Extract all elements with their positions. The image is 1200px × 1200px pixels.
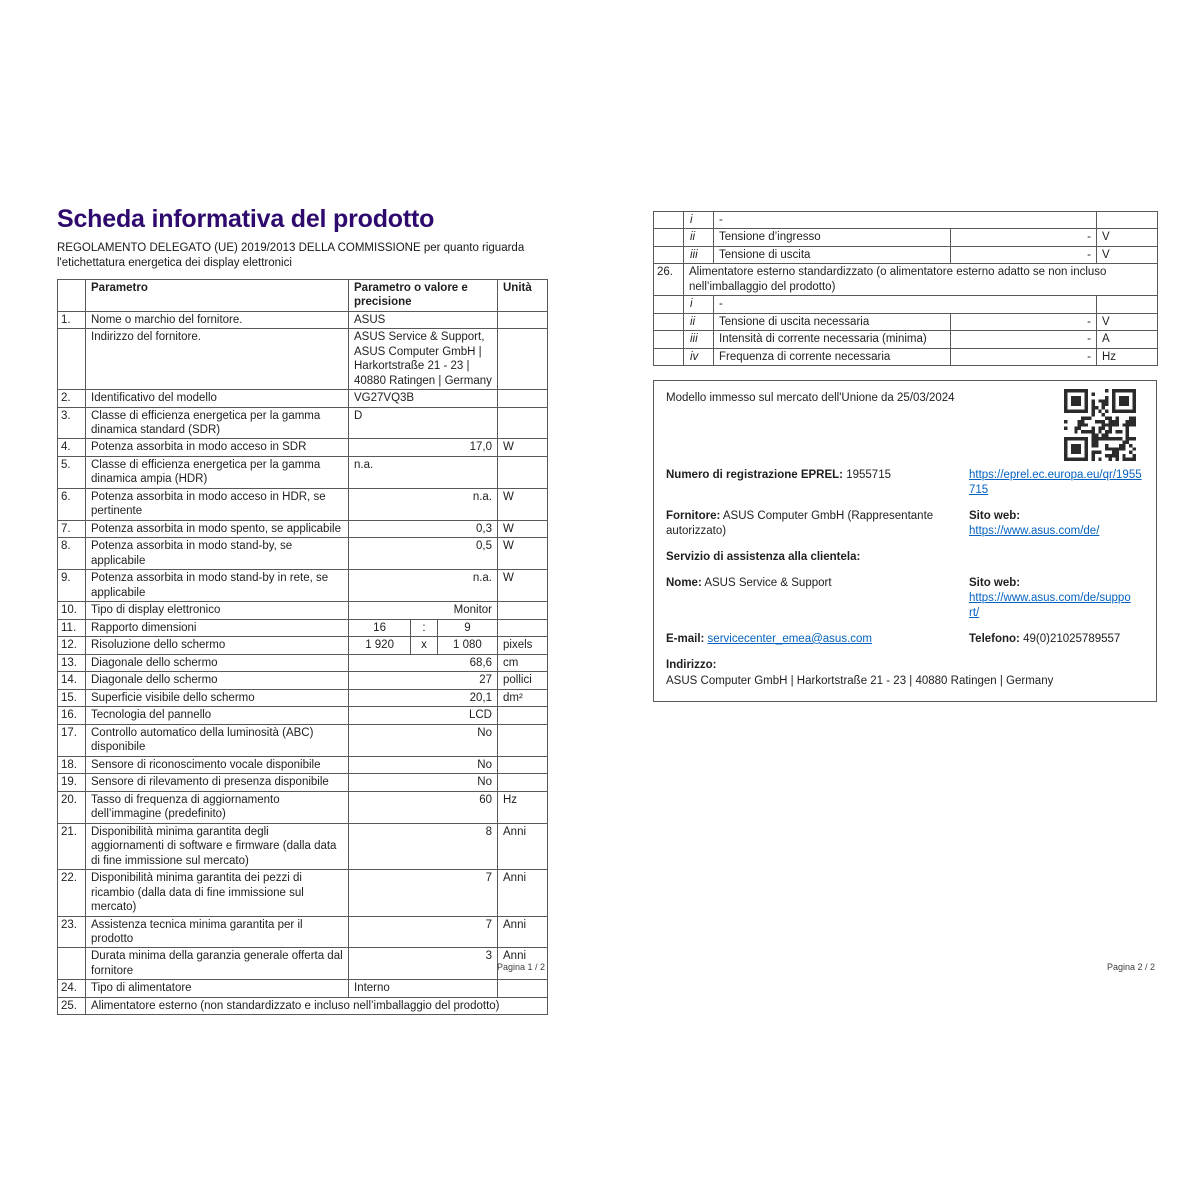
table-row (58, 756, 548, 773)
row-number: 22. (58, 870, 86, 916)
row-value: VG27VQ3B (349, 390, 498, 407)
row-number: 13. (58, 654, 86, 671)
market-date-line: Modello immesso sul mercato dell'Unione da 25/03/2024 (666, 392, 955, 405)
split-value-2: 1 080 (453, 639, 482, 652)
row-roman-numeral: i (684, 212, 714, 229)
row-unit: Anni (498, 870, 548, 916)
row-number: 24. (58, 980, 86, 997)
row-roman-numeral: iii (684, 331, 714, 348)
table-row (58, 948, 548, 980)
sito-web-label: Sito web: (969, 510, 1021, 523)
row-parameter: Tasso di frequenza di aggiornamento dell’immagine (predefinito) (86, 791, 349, 823)
row-unit: W (498, 570, 548, 602)
eprel-number: 1955715 (846, 469, 891, 482)
row-unit: V (1097, 313, 1158, 330)
table-row (58, 570, 548, 602)
table-row (58, 390, 548, 407)
email-label: E-mail: (666, 632, 705, 645)
row-number: 26. (654, 264, 684, 296)
row-number: 14. (58, 672, 86, 689)
table-row (58, 456, 548, 488)
row-parameter-span: Alimentatore esterno (non standardizzato e incluso nell’imballaggio del prodotto) (86, 997, 548, 1014)
row-number: 15. (58, 689, 86, 706)
row-unit: V (1097, 229, 1158, 246)
header-valore: Parametro o valore e precisione (349, 279, 498, 311)
table-row (654, 212, 1158, 229)
page-1 (57, 205, 547, 1012)
row-value: 27 (349, 672, 498, 689)
row-roman-numeral: ii (684, 313, 714, 330)
row-value: No (349, 756, 498, 773)
row-value: No (349, 724, 498, 756)
row-value: - (951, 229, 1097, 246)
row-parameter: Risoluzione dello schermo (86, 637, 349, 654)
table-row (58, 672, 548, 689)
row-parameter: Classe di efficienza energetica per la gamma dinamica standard (SDR) (86, 407, 349, 439)
nome-label: Nome: (666, 576, 702, 589)
row-unit: Hz (1097, 348, 1158, 365)
row-number: 19. (58, 774, 86, 791)
row-parameter: Potenza assorbita in modo acceso in HDR, se pertinente (86, 488, 349, 520)
fornitore-row (666, 509, 1144, 539)
row-value: - (951, 313, 1097, 330)
row-parameter: Nome o marchio del fornitore. (86, 311, 349, 328)
table-row (58, 619, 548, 636)
page2-footer: Pagina 2 / 2 (1106, 962, 1155, 972)
row-value: 68,6 (349, 654, 498, 671)
row-unit: cm (498, 654, 548, 671)
row-value: n.a. (349, 488, 498, 520)
telefono-cell (969, 632, 1144, 647)
row-parameter: Disponibilità minima garantita dei pezzi di ricambio (dalla data di fine immissione sul mercato) (86, 870, 349, 916)
row-value: 3 (349, 948, 498, 980)
row-roman-numeral: iii (684, 246, 714, 263)
row-value: 0,3 (349, 520, 498, 537)
row-unit (498, 311, 548, 328)
product-parameters-table (57, 279, 548, 1016)
row-number (654, 229, 684, 246)
row-unit: dm² (498, 689, 548, 706)
split-value-1: x (411, 637, 438, 653)
row-number: 7. (58, 520, 86, 537)
row-parameter: Tecnologia del pannello (86, 707, 349, 724)
row-number: 2. (58, 390, 86, 407)
table-row (58, 329, 548, 390)
row-parameter-span: Alimentatore esterno standardizzato (o alimentatore esterno adatto se non incluso nell’imballaggio del prodotto) (684, 264, 1158, 296)
row-number (654, 348, 684, 365)
asus-website-link[interactable]: https://www.asus.com/de/ (969, 525, 1100, 538)
row-value: 0,5 (349, 538, 498, 570)
table-row (654, 331, 1158, 348)
row-number: 1. (58, 311, 86, 328)
table-row (58, 724, 548, 756)
row-number: 23. (58, 916, 86, 948)
split-value-0: 1 920 (349, 637, 411, 653)
table-row (58, 823, 548, 869)
row-parameter: Potenza assorbita in modo spento, se applicabile (86, 520, 349, 537)
header-num-cell (58, 279, 86, 311)
row-number (654, 246, 684, 263)
row-number: 5. (58, 456, 86, 488)
fornitore-cell (666, 509, 961, 539)
page2-table-body (654, 212, 1158, 366)
row-unit (1097, 296, 1158, 313)
table-row (58, 538, 548, 570)
row-value: 8 (349, 823, 498, 869)
table-row (58, 311, 548, 328)
row-value: ASUS Service & Support, ASUS Computer GmbH | Harkortstraße 21 - 23 | 40880 Ratingen | Germany (349, 329, 498, 390)
row-unit: W (498, 488, 548, 520)
row-unit (1097, 212, 1158, 229)
row-unit (498, 756, 548, 773)
row-number: 17. (58, 724, 86, 756)
row-parameter: Intensità di corrente necessaria (minima) (714, 331, 951, 348)
row-unit: W (498, 439, 548, 456)
eprel-registration (666, 468, 961, 483)
row-number: 12. (58, 637, 86, 654)
row-unit (498, 329, 548, 390)
fornitore-value: ASUS Computer GmbH (Rappresentante autorizzato) (666, 510, 934, 538)
row-parameter: Indirizzo del fornitore. (86, 329, 349, 390)
row-parameter: Sensore di riconoscimento vocale disponibile (86, 756, 349, 773)
page-title: Scheda informativa del prodotto (57, 205, 435, 233)
telefono-label: Telefono: (969, 632, 1020, 645)
row-parameter: Potenza assorbita in modo stand-by, se applicabile (86, 538, 349, 570)
table-row (58, 439, 548, 456)
row-parameter-merged: - (714, 212, 1097, 229)
row-unit: W (498, 520, 548, 537)
sito-web-cell (969, 509, 1144, 539)
table-row (654, 246, 1158, 263)
split-value-0: 16 (349, 620, 411, 636)
row-number: 6. (58, 488, 86, 520)
table-row (58, 916, 548, 948)
table-row (58, 997, 548, 1014)
table-row (58, 707, 548, 724)
table-row (58, 407, 548, 439)
row-unit: W (498, 538, 548, 570)
row-value: 20,1 (349, 689, 498, 706)
table-row (58, 774, 548, 791)
row-value-split (349, 637, 498, 654)
row-parameter: Potenza assorbita in modo stand-by in rete, se applicabile (86, 570, 349, 602)
row-number: 3. (58, 407, 86, 439)
row-value: LCD (349, 707, 498, 724)
row-unit (498, 390, 548, 407)
row-roman-numeral: i (684, 296, 714, 313)
row-unit: Anni (498, 948, 548, 980)
indirizzo-value: ASUS Computer GmbH | Harkortstraße 21 - 23 | 40880 Ratingen | Germany (666, 674, 1054, 687)
row-parameter-merged: - (714, 296, 1097, 313)
row-unit (498, 602, 548, 619)
row-value: n.a. (349, 456, 498, 488)
row-value: 60 (349, 791, 498, 823)
row-unit: pollici (498, 672, 548, 689)
regulation-subtitle: REGOLAMENTO DELEGATO (UE) 2019/2013 DELLA COMMISSIONE per quanto riguarda l'etichettatura energetica dei display elettronici (57, 241, 525, 269)
row-unit (498, 619, 548, 636)
table-row (58, 602, 548, 619)
row-unit (498, 456, 548, 488)
table-row (58, 520, 548, 537)
row-parameter: Assistenza tecnica minima garantita per il prodotto (86, 916, 349, 948)
indirizzo-label: Indirizzo: (666, 658, 717, 671)
row-parameter: Rapporto dimensioni (86, 619, 349, 636)
telefono-value: 49(0)21025789557 (1023, 632, 1121, 645)
external-psu-table (653, 211, 1158, 366)
qr-code (1064, 389, 1136, 461)
row-parameter: Identificativo del modello (86, 390, 349, 407)
row-value: 7 (349, 870, 498, 916)
row-number: 21. (58, 823, 86, 869)
row-number: 10. (58, 602, 86, 619)
row-number (654, 296, 684, 313)
page-2 (653, 205, 1157, 987)
email-link[interactable]: servicecenter_emea@asus.com (707, 632, 872, 645)
table-row (654, 264, 1158, 296)
row-parameter: Potenza assorbita in modo acceso in SDR (86, 439, 349, 456)
row-number: 25. (58, 997, 86, 1014)
row-value-split (349, 619, 498, 636)
row-value: - (951, 246, 1097, 263)
row-number (654, 212, 684, 229)
row-value: n.a. (349, 570, 498, 602)
nome-row (666, 576, 1144, 621)
table-row (654, 348, 1158, 365)
row-value: ASUS (349, 311, 498, 328)
email-cell (666, 632, 961, 647)
eprel-row (666, 468, 1144, 498)
row-number: 4. (58, 439, 86, 456)
fornitore-label: Fornitore: (666, 510, 721, 523)
row-parameter: Tensione d’ingresso (714, 229, 951, 246)
row-unit: Anni (498, 823, 548, 869)
row-number: 9. (58, 570, 86, 602)
row-parameter: Durata minima della garanzia generale offerta dal fornitore (86, 948, 349, 980)
row-parameter: Sensore di rilevamento di presenza disponibile (86, 774, 349, 791)
split-value-2: 9 (464, 621, 471, 634)
eprel-link-cell (969, 468, 1144, 498)
row-value: No (349, 774, 498, 791)
row-parameter: Frequenza di corrente necessaria (714, 348, 951, 365)
table-row (58, 689, 548, 706)
row-value: D (349, 407, 498, 439)
nome-value: ASUS Service & Support (704, 576, 832, 589)
row-parameter: Tensione di uscita (714, 246, 951, 263)
row-number (654, 313, 684, 330)
row-number: 11. (58, 619, 86, 636)
row-parameter: Diagonale dello schermo (86, 654, 349, 671)
row-unit (498, 407, 548, 439)
row-roman-numeral: iv (684, 348, 714, 365)
row-number: 18. (58, 756, 86, 773)
row-parameter: Controllo automatico della luminosità (ABC) disponibile (86, 724, 349, 756)
row-value: 7 (349, 916, 498, 948)
page1-footer: Pagina 1 / 2 (496, 962, 545, 972)
row-parameter: Tipo di alimentatore (86, 980, 349, 997)
email-row (666, 632, 1144, 647)
row-unit: A (1097, 331, 1158, 348)
row-number: 20. (58, 791, 86, 823)
row-parameter: Superficie visibile dello schermo (86, 689, 349, 706)
row-number (58, 948, 86, 980)
eprel-url-link[interactable]: https://eprel.ec.europa.eu/qr/1955715 (969, 469, 1142, 497)
nome-cell (666, 576, 961, 591)
table-row (58, 791, 548, 823)
row-parameter: Tensione di uscita necessaria (714, 313, 951, 330)
row-value: Monitor (349, 602, 498, 619)
table-row (58, 870, 548, 916)
row-unit (498, 774, 548, 791)
table-row (654, 296, 1158, 313)
row-value: 17,0 (349, 439, 498, 456)
eprel-info-box (653, 380, 1157, 701)
row-parameter: Tipo di display elettronico (86, 602, 349, 619)
eprel-label: Numero di registrazione EPREL: (666, 469, 844, 482)
header-parametro: Parametro (86, 279, 349, 311)
row-unit: Hz (498, 791, 548, 823)
page1-table-body (58, 311, 548, 1015)
header-unita: Unità (498, 279, 548, 311)
row-number (654, 331, 684, 348)
table-row (58, 637, 548, 654)
row-number: 8. (58, 538, 86, 570)
row-unit: Anni (498, 916, 548, 948)
row-unit (498, 707, 548, 724)
row-value: - (951, 331, 1097, 348)
support-sito-cell (969, 576, 1144, 621)
row-value: - (951, 348, 1097, 365)
table-row (654, 313, 1158, 330)
table-row (58, 654, 548, 671)
table-row (58, 488, 548, 520)
row-unit: pixels (498, 637, 548, 654)
row-unit: V (1097, 246, 1158, 263)
row-parameter: Diagonale dello schermo (86, 672, 349, 689)
row-unit (498, 980, 548, 997)
table-header-row (58, 279, 548, 311)
row-parameter: Classe di efficienza energetica per la gamma dinamica ampia (HDR) (86, 456, 349, 488)
row-parameter: Disponibilità minima garantita degli aggiornamenti di software e firmware (dalla data di fine immissione sul mercato) (86, 823, 349, 869)
row-unit (498, 724, 548, 756)
row-value: Interno (349, 980, 498, 997)
table-row (58, 980, 548, 997)
row-number: 16. (58, 707, 86, 724)
servizio-assistenza-line: Servizio di assistenza alla clientela: (666, 551, 861, 564)
support-sito-label: Sito web: (969, 576, 1021, 589)
split-value-1: : (411, 620, 438, 636)
table-row (654, 229, 1158, 246)
row-number (58, 329, 86, 390)
row-roman-numeral: ii (684, 229, 714, 246)
asus-support-link[interactable]: https://www.asus.com/de/support/ (969, 591, 1131, 619)
